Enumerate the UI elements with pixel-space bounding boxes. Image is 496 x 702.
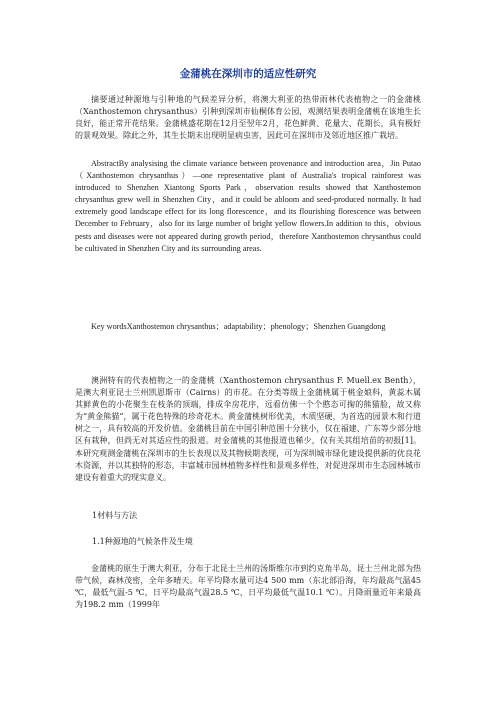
introduction-paragraph: 澳洲特有的代表植物之一的金蒲桃（Xanthostemon chrysanthus F. Muell.ex Benth），是澳大利亚昆士兰州凯恩斯市（Cairns）的市花。在分类等级上金蒲桃属于桃金娘科，黄蕊木属其鲜黄色的小花聚生在枝条的顶端，排成伞房花序，远看仿佛一个个憨态可掬的熊猫脸，故又称为“黄金熊猫”，属于花色特殊的珍奇花木。黄金蒲桃树形优美，木质坚硬，为首选的园景木和行道树之一，具有较高的开发价值。金蒲桃目前在中国引种范围十分狭小，仅在福建、广东等少部分地区有栽种，但尚无对其适应性的报道。对金蒲桃的其他报道也稀少，仅有关其组培苗的初报[1]。本研究观测金蒲桃在深圳市的生长表现以及其物候期表现，可为深圳城市绿化建设提供新的优良花木资源，并以其独特的形态，丰富城市园林植物多样性和景观多样性，对促进深圳市生态园林城市建设有着重大的现实意义。	[75, 376, 421, 482]
keywords: Key wordsXanthostemon chrysanthus；adaptability；phenology；Shenzhen Guangdong	[91, 322, 386, 331]
abstract-chinese: 摘要通过种源地与引种地的气候差异分析，将澳大利亚的热带雨林代表植物之一的金蒲桃（Xanthostemon chrysanthus）引种到深圳市仙桐体育公园，观测结果表明金蒲桃在该地生长良好，能正常开花结果。金蒲桃盛花期在12月至翌年2月，花色鲜黄、花量大、花期长，具有极好的景观效果。除此之外，其生长期未出现明显病虫害，因此可在深圳市及邻近地区推广栽培。	[75, 95, 421, 141]
abstract-english: AbstractBy analysising the climate variance between provenance and introduction area，Jin Putao（Xanthostemon chrysanthus）—one representative plant of Australia's tropical rainforest was introduced to Shenzhen Xiantong Sports Park，observation results showed that Xanthostemon chrysanthus grew well in Shenzhen City，and it could be abloom and seed-produced normally. It had extremely good landscape effect for its long florescence，and its flourishing florescence was between December to February，also for its large number of bright yellow flowers.In addition to this，obvious pests and diseases were not appeared during growth period，therefore Xanthostemon chrysanthus could be cultivated in Shenzhen City and its surrounding areas.	[75, 159, 421, 253]
climate-paragraph: 金蒲桃的原生于澳大利亚，分布于北昆士兰州的汤斯维尔市到约克角半岛，昆士兰州北部为热带气候，森林茂密，全年多晴天。年平均降水量可达4 500 mm（东北部沿海，年均最高气温45 ℃，最低气温-5 ℃，日平均最高气温28.5 ℃，日平均最低气温10.1 ℃）。月降雨量近年来最高为198.2 mm（1999年	[75, 564, 421, 610]
document-title: 金蒲桃在深圳市的适应性研究	[179, 68, 317, 80]
section-heading-materials-methods: 1材料与方法	[92, 511, 138, 520]
subsection-heading-climate: 1.1种源地的气候条件及生境	[92, 537, 193, 546]
